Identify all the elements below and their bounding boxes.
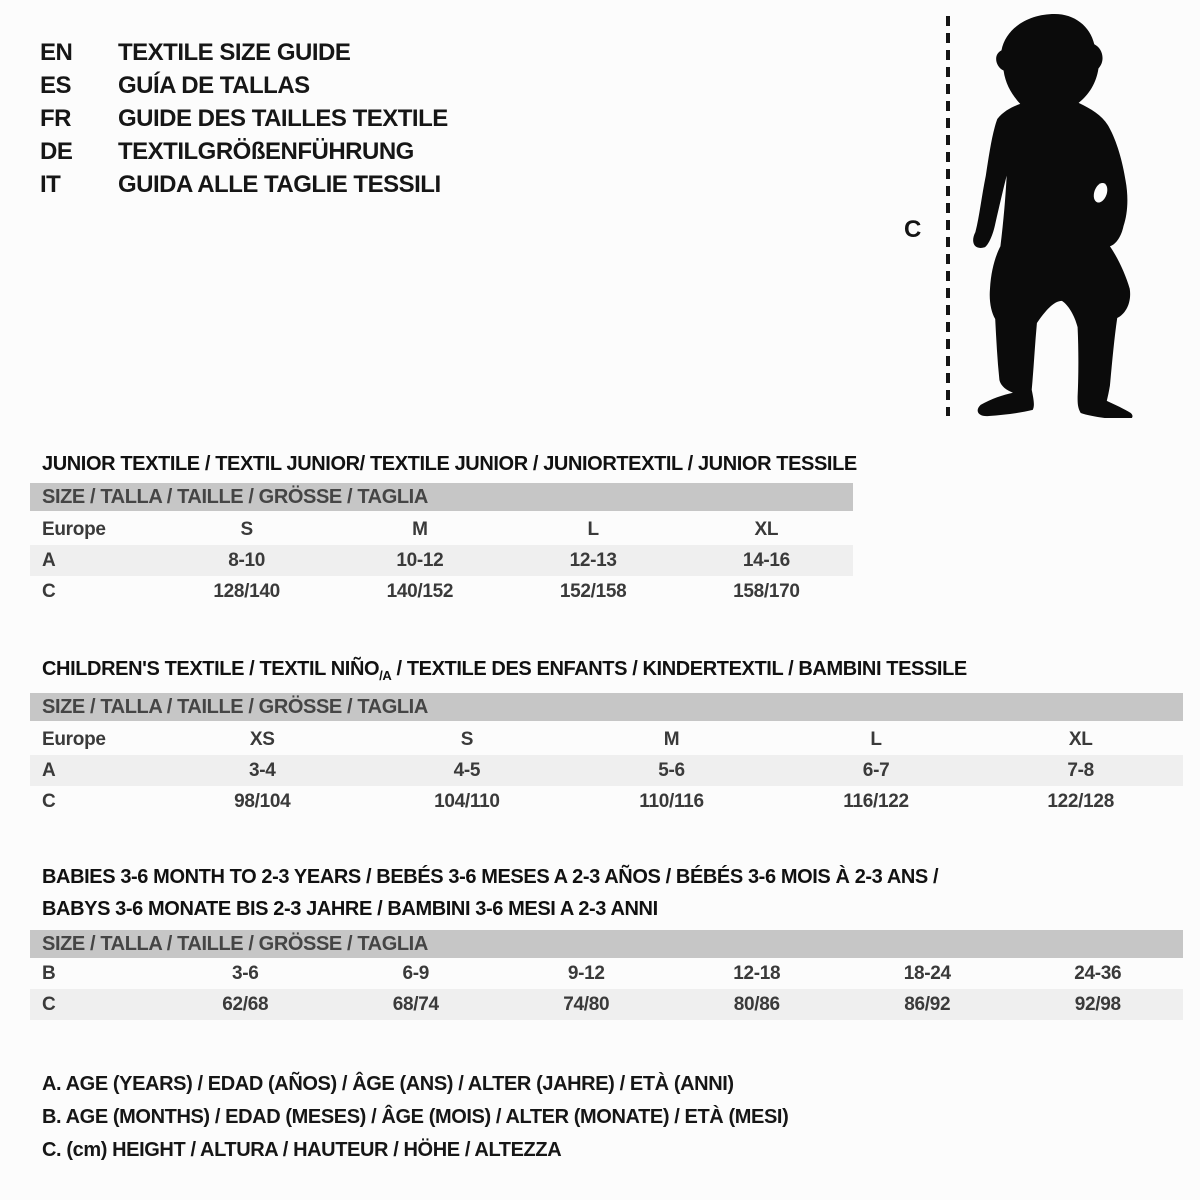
language-row: [40, 135, 448, 168]
size-cell: 92/98: [1074, 993, 1121, 1015]
table-row-c: [30, 786, 1183, 817]
row-label: A: [42, 759, 56, 781]
size-cell: 12-13: [569, 549, 617, 571]
size-cell: 8-10: [228, 549, 266, 571]
size-cell: 7-8: [1067, 759, 1094, 781]
row-label: C: [42, 993, 56, 1015]
language-code: DE: [40, 137, 73, 165]
row-label: Europe: [42, 728, 106, 750]
section-title-junior: [42, 453, 857, 476]
row-label: C: [42, 790, 56, 812]
size-cell: 62/68: [222, 993, 269, 1015]
language-row: [40, 102, 448, 135]
babies-size-table: [30, 958, 1183, 1020]
size-header-text: SIZE / TALLA / TAILLE / GRÖSSE / TAGLIA: [42, 696, 428, 718]
size-cell: 3-4: [249, 759, 276, 781]
size-cell: 86/92: [904, 993, 951, 1015]
size-cell: 122/128: [1047, 790, 1114, 812]
size-header-bar-junior: [30, 483, 853, 511]
size-cell: 110/116: [639, 790, 704, 812]
section-title-babies-line2: [42, 898, 658, 921]
size-header-bar-babies: [30, 930, 1183, 958]
size-cell: 18-24: [903, 962, 951, 984]
row-label: B: [42, 962, 56, 984]
size-cell: S: [240, 518, 253, 540]
language-title: TEXTILGRÖßENFÜHRUNG: [118, 137, 414, 165]
size-cell: 4-5: [453, 759, 481, 781]
language-title: GUÍA DE TALLAS: [118, 71, 310, 99]
table-row-europe: [30, 724, 1183, 755]
language-row: [40, 69, 448, 102]
section-title-text: CHILDREN'S TEXTILE / TEXTIL NIÑO: [42, 657, 380, 680]
language-title: TEXTILE SIZE GUIDE: [118, 38, 351, 66]
legend-line-c: C. (cm) HEIGHT / ALTURA / HAUTEUR / HÖHE / ALTEZZA: [42, 1139, 562, 1161]
size-cell: L: [587, 518, 599, 540]
size-header-text: SIZE / TALLA / TAILLE / GRÖSSE / TAGLIA: [42, 486, 428, 508]
size-cell: L: [870, 728, 882, 750]
row-label: Europe: [42, 518, 106, 540]
size-cell: M: [412, 518, 428, 540]
size-cell: 104/110: [434, 790, 500, 812]
section-title-text: BABIES 3-6 MONTH TO 2-3 YEARS / BEBÉS 3-6 MESES A 2-3 AÑOS / BÉBÉS 3-6 MOIS À 2-3 ANS /: [42, 865, 939, 888]
junior-size-table: [30, 514, 853, 607]
size-cell: M: [663, 728, 680, 750]
size-cell: 116/122: [843, 790, 909, 812]
size-cell: 152/158: [559, 580, 627, 602]
size-cell: 12-18: [733, 962, 781, 984]
size-cell: 128/140: [213, 580, 280, 602]
section-title-text: BABYS 3-6 MONATE BIS 2-3 JAHRE / BAMBINI 3-6 MESI A 2-3 ANNI: [42, 897, 658, 920]
section-title-babies-line1: [42, 866, 938, 889]
legend-line-b: B. AGE (MONTHS) / EDAD (MESES) / ÂGE (MOIS) / ALTER (MONATE) / ETÀ (MESI): [42, 1106, 789, 1128]
size-cell: 9-12: [567, 962, 605, 984]
language-row: [40, 36, 448, 69]
size-cell: XL: [1068, 728, 1093, 750]
size-cell: 3-6: [231, 962, 259, 984]
size-cell: 24-36: [1074, 962, 1122, 984]
size-cell: 68/74: [392, 993, 439, 1015]
language-title: GUIDE DES TAILLES TEXTILE: [118, 104, 448, 132]
size-cell: 98/104: [234, 790, 291, 812]
size-cell: 140/152: [386, 580, 454, 602]
size-cell: 80/86: [733, 993, 780, 1015]
children-size-table: [30, 724, 1183, 817]
section-title-text: / TEXTILE DES ENFANTS / KINDERTEXTIL / BAMBINI TESSILE: [391, 657, 967, 680]
height-measure-label: C: [904, 216, 922, 243]
size-header-text: SIZE / TALLA / TAILLE / GRÖSSE / TAGLIA: [42, 933, 428, 955]
section-title-sub: /A: [379, 667, 392, 683]
language-code: IT: [40, 170, 61, 198]
row-label: C: [42, 580, 56, 602]
size-cell: XS: [249, 728, 275, 750]
legend-line-a: A. AGE (YEARS) / EDAD (AÑOS) / ÂGE (ANS) / ALTER (JAHRE) / ETÀ (ANNI): [42, 1073, 734, 1095]
section-title-text: JUNIOR TEXTILE / TEXTIL JUNIOR/ TEXTILE JUNIOR / JUNIORTEXTIL / JUNIOR TESSILE: [42, 452, 857, 475]
toddler-body-shape: [973, 14, 1132, 418]
language-code: EN: [40, 38, 73, 66]
table-row-b: [30, 958, 1183, 989]
size-cell: S: [460, 728, 474, 750]
language-code: ES: [40, 71, 72, 99]
size-header-bar-children: [30, 693, 1183, 721]
table-row-europe: [30, 514, 853, 545]
language-title: GUIDA ALLE TAGLIE TESSILI: [118, 170, 441, 198]
size-cell: 74/80: [563, 993, 610, 1015]
size-cell: 6-9: [402, 962, 430, 984]
size-cell: 5-6: [658, 759, 685, 781]
section-title-children: [42, 658, 967, 683]
table-row-c: [30, 989, 1183, 1020]
size-cell: 158/170: [733, 580, 800, 602]
table-row-a: [30, 755, 1183, 786]
row-label: A: [42, 549, 56, 571]
size-cell: 14-16: [742, 549, 790, 571]
table-row-a: [30, 545, 853, 576]
toddler-silhouette-icon: [966, 14, 1136, 418]
size-cell: XL: [754, 518, 779, 540]
size-cell: 6-7: [862, 759, 890, 781]
language-code: FR: [40, 104, 71, 132]
table-row-c: [30, 576, 853, 607]
height-dashed-line: [946, 16, 950, 416]
language-row: [40, 168, 448, 201]
size-cell: 10-12: [396, 549, 444, 571]
language-list: [40, 36, 448, 201]
